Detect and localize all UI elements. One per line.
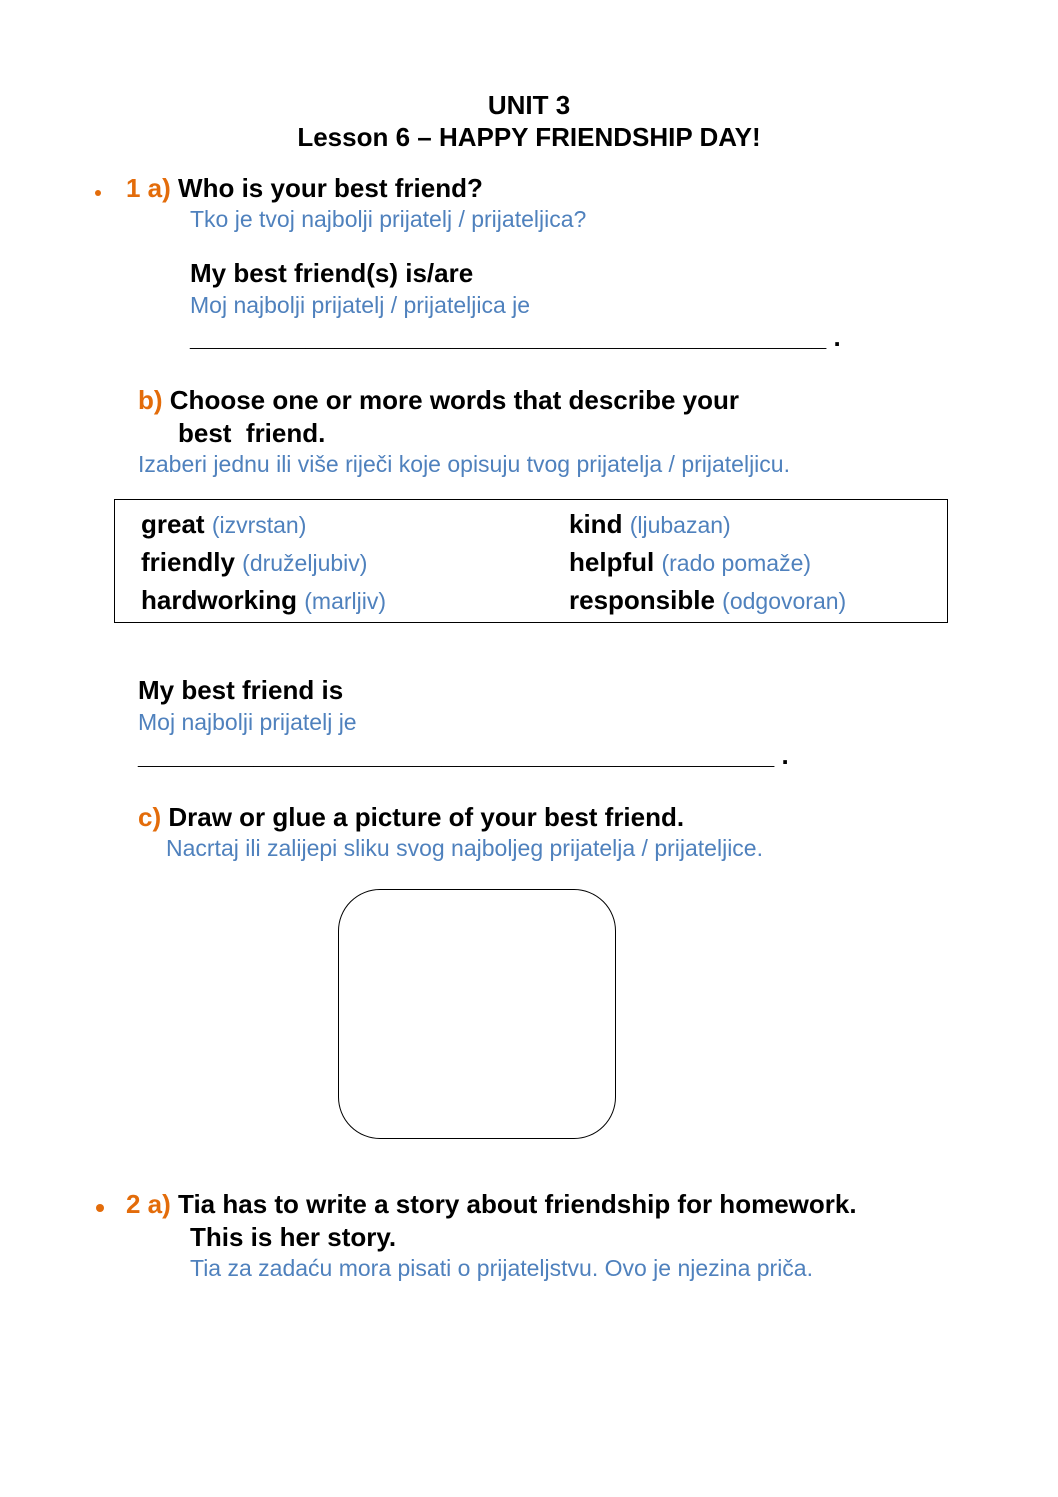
task-1c-heading [138, 802, 684, 833]
task-1a-heading [126, 173, 483, 204]
word-label: great [141, 509, 205, 539]
task-2a-heading [126, 1189, 857, 1220]
word-label: helpful [569, 547, 655, 577]
task-2a-label: 2 a) [126, 1189, 171, 1219]
word-translation: (ljubazan) [629, 512, 731, 538]
word-responsible [569, 585, 846, 616]
task-1a-question: Who is your best friend? [178, 173, 483, 203]
task-1a-prompt: My best friend(s) is/are [190, 258, 474, 288]
word-translation: (izvrstan) [211, 512, 307, 538]
word-great [141, 509, 306, 540]
task-1b-translation: Izaberi jednu ili više riječi koje opisuju tvog prijatelja / prijateljicu. [138, 451, 790, 477]
task-1a-prompt-translation: Moj najbolji prijatelj / prijateljica je [190, 292, 531, 318]
lesson-title: Lesson 6 – HAPPY FRIENDSHIP DAY! [297, 122, 761, 152]
word-friendly [141, 547, 367, 578]
bullet-icon [95, 190, 101, 196]
task-2a-instruction: Tia has to write a story about friendship for homework. [178, 1189, 857, 1219]
word-helpful [569, 547, 811, 578]
task-1a-label: 1 a) [126, 173, 171, 203]
task-1b-heading [138, 385, 739, 416]
task-1b-answer-line[interactable]: ____________________________________________ . [138, 740, 789, 770]
unit-title: UNIT 3 [487, 90, 571, 120]
task-1b-prompt-translation: Moj najbolji prijatelj je [138, 709, 357, 735]
task-1a-translation: Tko je tvoj najbolji prijatelj / prijateljica? [190, 206, 587, 232]
word-translation: (marljiv) [304, 588, 387, 614]
task-2a-translation: Tia za zadaću mora pisati o prijateljstvu. Ovo je njezina priča. [190, 1255, 813, 1281]
word-translation: (odgovoran) [722, 588, 847, 614]
task-1c-label: c) [138, 802, 162, 832]
task-1c-instruction: Draw or glue a picture of your best friend. [168, 802, 685, 832]
picture-frame[interactable] [338, 889, 616, 1139]
task-1b-instruction: Choose one or more words that describe your [169, 385, 740, 415]
word-hardworking [141, 585, 386, 616]
task-1b-prompt: My best friend is [138, 675, 344, 705]
word-label: friendly [141, 547, 235, 577]
word-label: responsible [569, 585, 715, 615]
task-2a-instruction-cont: This is her story. [190, 1222, 397, 1252]
task-1b-instruction-cont: best friend. [178, 418, 326, 448]
task-1b-label: b) [138, 385, 163, 415]
word-translation: (druželjubiv) [242, 550, 368, 576]
bullet-icon [96, 1204, 104, 1212]
word-kind [569, 509, 731, 540]
task-1a-answer-line[interactable]: ____________________________________________ . [190, 322, 841, 352]
word-box [114, 499, 948, 623]
task-1c-translation: Nacrtaj ili zalijepi sliku svog najboljeg prijatelja / prijateljice. [166, 835, 763, 861]
word-translation: (rado pomaže) [661, 550, 812, 576]
word-label: hardworking [141, 585, 298, 615]
word-label: kind [569, 509, 623, 539]
